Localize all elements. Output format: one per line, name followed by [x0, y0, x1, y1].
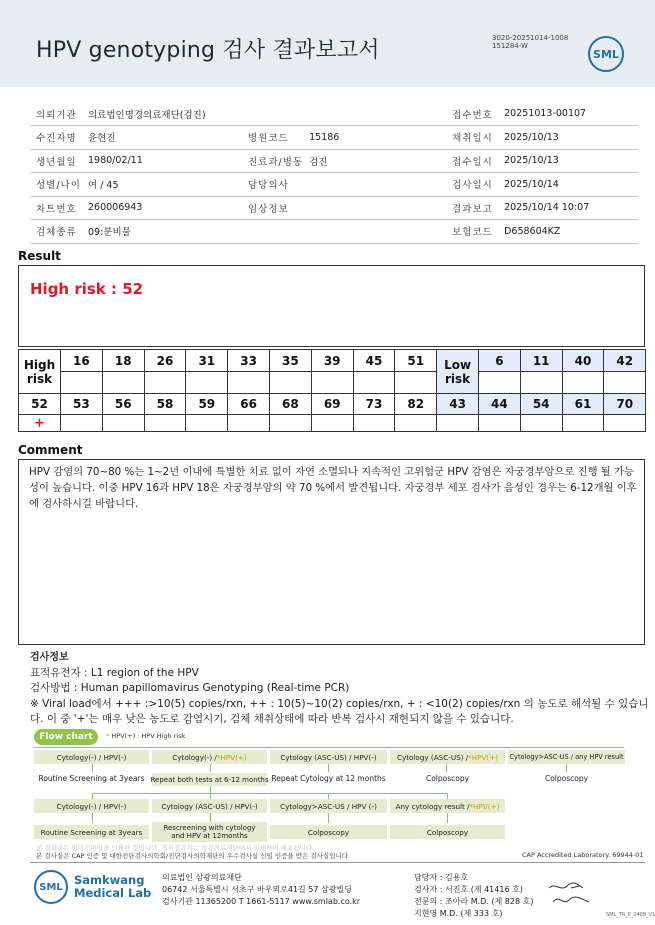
info-key: 생년월일: [30, 149, 82, 173]
result-cell: [228, 415, 270, 432]
genotype-cell: 56: [102, 394, 144, 415]
info-key: [242, 102, 303, 126]
info-value: 검진: [303, 149, 446, 173]
info-value: 2025/10/14 10:07: [498, 196, 638, 220]
result-cell: [604, 415, 646, 432]
genotype-cell: 40: [562, 350, 604, 372]
info-value: D658604KZ: [498, 220, 638, 244]
low-risk-label: Low risk: [437, 350, 479, 394]
info-key: 의뢰기관: [30, 102, 82, 126]
flow-line: [566, 764, 567, 772]
result-cell: [186, 372, 228, 394]
genotype-row-results-2: [19, 415, 646, 432]
genotype-cell: 44: [478, 394, 520, 415]
info-row: [30, 173, 638, 197]
result-cell: [144, 415, 186, 432]
info-value: 윤현진: [82, 126, 242, 150]
result-cell: [311, 372, 353, 394]
info-value: 09:분비물: [82, 220, 242, 244]
info-key: 성별/나이: [30, 173, 82, 197]
flow-outcome: Repeat Cytology at 12 months: [271, 774, 386, 783]
exam-method: 검사방법 : Human papillomavirus Genotyping (Real-time PCR): [30, 682, 350, 694]
flow-outcome: Colposcopy: [270, 825, 387, 839]
result-cell: [61, 415, 103, 432]
result-cell: [478, 372, 520, 394]
flow-line: [210, 764, 211, 772]
comment-heading: Comment: [18, 443, 83, 457]
result-cell: [186, 415, 228, 432]
result-cell: [269, 372, 311, 394]
result-cell: [437, 415, 479, 432]
info-value: 2025/10/13: [498, 126, 638, 150]
result-cell: [520, 415, 562, 432]
result-cell: [604, 372, 646, 394]
info-key: 보험코드: [446, 220, 498, 244]
report-code: 3020-20251014-1008 151284-W: [492, 34, 569, 50]
genotype-cell: 18: [102, 350, 144, 372]
genotype-row-types-2: [19, 394, 646, 415]
flow-line: [92, 813, 93, 823]
info-key: 임상정보: [242, 196, 303, 220]
info-row: [30, 126, 638, 150]
genotype-row-results: [19, 372, 646, 394]
genotype-cell: 39: [311, 350, 353, 372]
samkwang-logo: SML: [34, 870, 68, 904]
flow-outcome: Repeat both tests at 6-12 months: [152, 773, 267, 786]
info-key: [242, 220, 303, 244]
result-cell: [228, 372, 270, 394]
result-cell: [353, 415, 395, 432]
flow-box: Cytology (ASC-US) / *HPV(+): [390, 750, 505, 764]
result-cell: [144, 372, 186, 394]
result-cell: [562, 415, 604, 432]
genotype-row-types: [19, 350, 646, 372]
info-row: [30, 220, 638, 244]
info-value: [303, 173, 446, 197]
result-cell: [395, 372, 437, 394]
info-value: 1980/02/11: [82, 149, 242, 173]
flow-box: Cytology>ASC-US / HPV (-): [270, 799, 387, 813]
info-key: 접수일시: [446, 149, 498, 173]
info-value: 260006943: [82, 196, 242, 220]
genotype-cell: 43: [437, 394, 479, 415]
flow-outcome: Colposcopy: [390, 825, 505, 839]
result-cell: [269, 415, 311, 432]
result-cell: [478, 415, 520, 432]
flow-outcome: Rescreening with cytology and HPV at 12months: [152, 822, 267, 842]
genotype-cell: 61: [562, 394, 604, 415]
flow-line: [328, 764, 329, 772]
info-key: 채취일시: [446, 126, 498, 150]
genotype-cell: 31: [186, 350, 228, 372]
footer-note: 본 결과지는 이미지파일을 인쇄한 것입니다. 정식결과지는 삼광의료재단에서 인쇄하여 배포됩니다. 본 검사실은 CAP 인증 및 대한진단검사의학회/진단검사의학재단의 우수검사실 신임 인증을 받은 검사실입니다.: [36, 844, 351, 860]
flow-line: [34, 747, 624, 748]
info-row: [30, 196, 638, 220]
info-value: 의료법인명경의료재단(검진): [82, 102, 242, 126]
result-cell: [102, 372, 144, 394]
signature-image: [545, 880, 605, 910]
flow-box: Cytology (ASC-US) / HPV(-): [270, 750, 387, 764]
genotype-cell: 58: [144, 394, 186, 415]
exam-note: ※ Viral load에서 +++ :>10(5) copies/rxn, ++ : 10(5)~10(2) copies/rxn, + : <10(2) copies/rxn 의 농도로 해석될 수 있습니다. 이 중 '+'는 매우 낮은 농도로 감염시기, 검체 채취상태에 따라 반복 검사시 재현되지 않을 수 있습니다.: [30, 697, 649, 725]
brand-name: Samkwang Medical Lab: [74, 873, 152, 900]
flow-box: Cytology(-) / HPV(-): [34, 799, 149, 813]
info-key: 접수번호: [446, 102, 498, 126]
genotype-cell: 52: [19, 394, 61, 415]
patient-info-table: [30, 102, 638, 244]
info-value: 15186: [303, 126, 446, 150]
info-row: [30, 102, 638, 126]
genotype-cell: 70: [604, 394, 646, 415]
footer-divider: [30, 862, 645, 863]
info-value: 2025/10/13: [498, 149, 638, 173]
exam-info-title: 검사정보: [30, 652, 69, 663]
result-cell: [353, 372, 395, 394]
flow-box: Cytology (ASC-US) / HPV(-): [152, 799, 267, 813]
flow-box: Cytology>ASC-US / any HPV result: [508, 750, 625, 764]
result-cell: [395, 415, 437, 432]
flow-chart-legend: * HPV(+) : HPV High risk: [106, 732, 186, 740]
info-key: 결과보고: [446, 196, 498, 220]
info-key: 병원코드: [242, 126, 303, 150]
genotype-cell: 53: [61, 394, 103, 415]
corporation-info: 의료법인 삼광의료재단 06742 서울특별시 서초구 바우뫼로41길 57 삼광빌딩 검사기관 11365200 T 1661-5117 www.smlab.co.kr: [162, 873, 361, 906]
flow-chart-badge: Flow chart: [34, 729, 98, 745]
result-summary-box: [18, 265, 645, 347]
flow-box: Any cytology result / *HPV(+): [390, 799, 505, 813]
result-cell: [311, 415, 353, 432]
comment-box: [18, 459, 645, 645]
result-cell: [102, 415, 144, 432]
genotype-cell: 73: [353, 394, 395, 415]
info-value: [303, 102, 446, 126]
info-key: 수진자명: [30, 126, 82, 150]
comment-text: HPV 감염의 70~80 %는 1~2년 이내에 특별한 치료 없이 자연 소멸되나 지속적인 고위험군 HPV 감염은 자궁경부암으로 진행 될 가능성이 높습니다. 이중 HPV 16과 HPV 18은 자궁경부암의 약 70 %에서 발견됩니다. 자궁경부 세포 검사가 음성인 경우는 6-12개월 이후에 검사하시길 바랍니다.: [29, 466, 637, 510]
genotype-cell: 11: [520, 350, 562, 372]
flow-line: [210, 786, 211, 793]
flow-line: [92, 793, 448, 794]
genotype-cell: 59: [186, 394, 228, 415]
high-risk-summary: High risk : 52: [30, 280, 144, 298]
result-cell: [520, 372, 562, 394]
genotype-cell: 33: [228, 350, 270, 372]
result-cell: [562, 372, 604, 394]
form-version: SML_TR_P_2408_V1: [606, 912, 655, 918]
genotype-cell: 69: [311, 394, 353, 415]
cap-accreditation: CAP Accredited Laboratory. 69944-01: [522, 851, 644, 859]
info-value: [303, 196, 446, 220]
result-cell: [61, 372, 103, 394]
info-value: 2025/10/14: [498, 173, 638, 197]
info-key: 차트번호: [30, 196, 82, 220]
genotype-cell: 26: [144, 350, 186, 372]
genotype-cell: 66: [228, 394, 270, 415]
genotype-cell: 68: [269, 394, 311, 415]
flow-line: [446, 764, 447, 772]
flow-box: Cytology(-) / HPV(-): [34, 750, 149, 764]
genotype-cell: 82: [395, 394, 437, 415]
genotype-table: [18, 349, 646, 432]
flow-outcome: Colposcopy: [425, 774, 470, 783]
genotype-cell: 51: [395, 350, 437, 372]
flow-box: Cytology(-) / *HPV(+): [152, 750, 267, 764]
exam-target: 표적유전자 : L1 region of the HPV: [30, 666, 199, 679]
high-risk-label: High risk: [19, 350, 61, 394]
result-heading: Result: [18, 249, 61, 263]
flow-line: [447, 813, 448, 823]
info-value: [303, 220, 446, 244]
flow-outcome: Routine Screening at 3years: [34, 825, 149, 839]
positive-mark: +: [19, 415, 61, 432]
info-key: 담당의사: [242, 173, 303, 197]
report-header: [0, 0, 655, 87]
flow-outcome: Colposcopy: [544, 774, 589, 783]
staff-list: 담당자 : 김용호 검사자 : 서진호 (제 41416 호) 전문의 : 조아라 M.D. (제 828 호) 지현영 M.D. (제 333 호): [414, 873, 534, 918]
flow-outcome: Routine Screening at 3years: [38, 774, 145, 783]
sml-logo: SML: [588, 36, 624, 72]
info-key: 검체종류: [30, 220, 82, 244]
flow-line: [92, 764, 93, 772]
genotype-cell: 6: [478, 350, 520, 372]
genotype-cell: 16: [61, 350, 103, 372]
info-value: 여 / 45: [82, 173, 242, 197]
info-row: [30, 149, 638, 173]
genotype-cell: 42: [604, 350, 646, 372]
genotype-cell: 45: [353, 350, 395, 372]
report-title: HPV genotyping 검사 결과보고서: [36, 38, 380, 63]
flow-line: [328, 813, 329, 823]
genotype-cell: 54: [520, 394, 562, 415]
info-key: 진료과/병동: [242, 149, 303, 173]
info-key: 검사일시: [446, 173, 498, 197]
exam-info: [30, 650, 650, 728]
info-value: 20251013-00107: [498, 102, 638, 126]
genotype-cell: 35: [269, 350, 311, 372]
